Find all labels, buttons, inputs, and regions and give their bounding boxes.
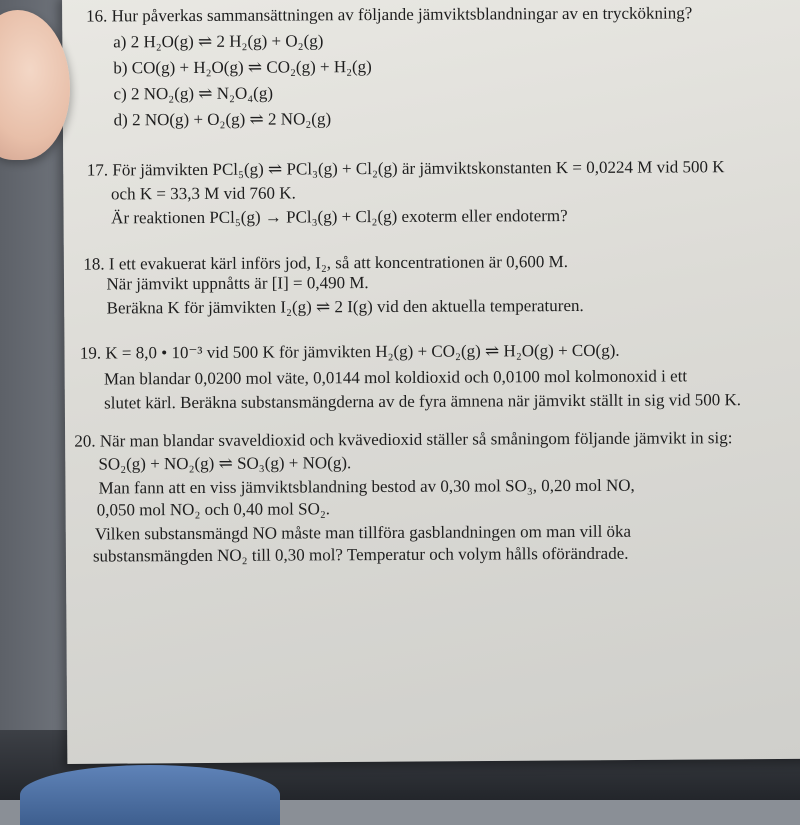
problem-text: K = 8,0 • 10⁻³ vid 500 K för jämvikten H₂(g) + CO₂(g) ⇌ H₂O(g) + CO(g).: [105, 340, 620, 363]
problem-text: För jämvikten PCl₅(g) ⇌ PCl₃(g) + Cl₂(g) är jämviktskonstanten K = 0,0224 M vid 500 K: [112, 157, 725, 180]
problem-text: b) CO(g) + H₂O(g) ⇌ CO₂(g) + H₂(g): [113, 57, 372, 78]
problem-text: d) 2 NO(g) + O₂(g) ⇌ 2 NO₂(g): [113, 109, 332, 130]
problem-number: 18.: [83, 254, 105, 274]
problem-text: Är reaktionen PCl₅(g) → PCl₃(g) + Cl₂(g) exoterm eller endoterm?: [111, 206, 568, 228]
problem-text: Man blandar 0,0200 mol väte, 0,0144 mol koldioxid och 0,0100 mol kolmonoxid i ett: [103, 366, 688, 389]
problem-text: Beräkna K för jämvikten I₂(g) ⇌ 2 I(g) vid den aktuella temperaturen.: [106, 295, 584, 318]
problem-text: Man fann att en viss jämviktsblandning bestod av 0,30 mol SO₃, 0,20 mol NO,: [98, 475, 635, 498]
problem-text: I ett evakuerat kärl införs jod, I₂, så att koncentrationen är 0,600 M.: [108, 252, 569, 274]
problem-text: SO₂(g) + NO₂(g) ⇌ SO₃(g) + NO(g).: [98, 453, 352, 474]
problem-text: Vilken substansmängd NO måste man tillföra gasblandningen om man vill öka: [94, 521, 632, 544]
problem-number: 17.: [86, 160, 109, 180]
problem-text: slutet kärl. Beräkna substansmängderna av de fyra ämnena när jämvikt ställt in sig vid 500 K.: [104, 390, 742, 413]
problem-text: och K = 33,3 M vid 760 K.: [110, 183, 296, 204]
problem-number: 16.: [86, 6, 108, 26]
problem-text: substansmängden NO₂ till 0,30 mol? Temperatur och volym hålls oförändrade.: [92, 543, 629, 566]
problem-text: a) 2 H₂O(g) ⇌ 2 H₂(g) + O₂(g): [113, 31, 324, 52]
problem-number: 19.: [79, 343, 102, 363]
problem-text: 0,050 mol NO₂ och 0,40 mol SO₂.: [96, 499, 331, 520]
problem-text: När man blandar svaveldioxid och kvävedioxid ställer så småningom följande jämvikt in sig:: [99, 428, 733, 451]
problem-text: När jämvikt uppnåtts är [I] = 0,490 M.: [106, 273, 369, 294]
problem-number: 20.: [74, 431, 96, 451]
problem-text: c) 2 NO₂(g) ⇌ N₂O₄(g): [113, 83, 274, 104]
problem-text: Hur påverkas sammansättningen av följande jämviktsblandningar av en tryckökning?: [111, 3, 693, 26]
